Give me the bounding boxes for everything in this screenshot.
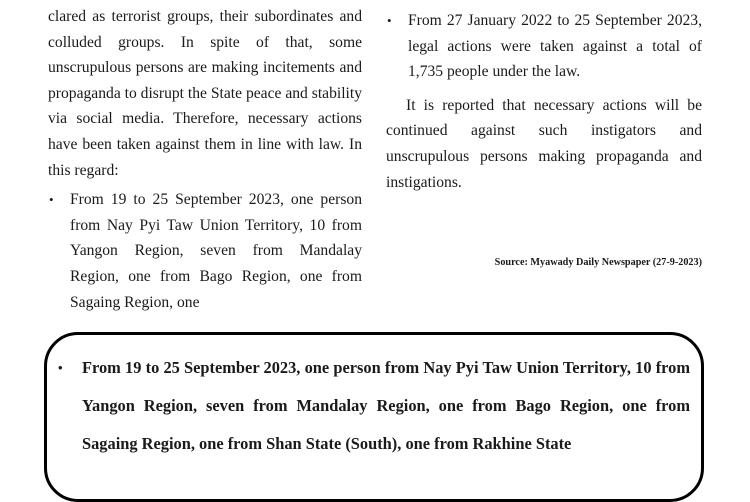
bullet-icon: • — [387, 13, 392, 28]
list-item — [386, 8, 702, 85]
source-citation: Source: Myawady Daily Newspaper (27-9-2023) — [494, 257, 702, 268]
list-item — [48, 187, 362, 315]
left-column — [48, 4, 362, 315]
list-item-text: From 27 January 2022 to 25 September 2023, legal actions were taken against a total of 1,735 people under the law. — [408, 12, 702, 81]
callout-text: From 19 to 25 September 2023, one person from Nay Pyi Taw Union Territory, 10 from Yangon Region, seven from Mandalay Region, one from Bago Region, one from Sagaing Region, one from Shan State (South), one from Rakhine State — [82, 358, 690, 453]
right-column — [386, 4, 702, 195]
list-item-text: From 19 to 25 September 2023, one person from Nay Pyi Taw Union Territory, 10 from Yangon Region, seven from Mandalay Region, one from Bago Region, one from Sagaing Region, one — [70, 191, 362, 311]
right-bullet-list — [386, 8, 702, 85]
right-paragraph: It is reported that necessary actions will be continued against such instigators and unscrupulous persons making propaganda and instigations. — [386, 96, 702, 191]
left-bullet-list — [48, 187, 362, 315]
callout-list — [58, 349, 690, 463]
bullet-icon: • — [49, 192, 54, 208]
callout-item — [58, 349, 690, 463]
bullet-icon: • — [58, 360, 63, 375]
left-paragraph: clared as terrorist groups, their subordinates and colluded groups. In spite of that, some unscrupulous persons are making incitements and propaganda to disrupt the State peace and stability via social media. Therefore, necessary actions have been taken against them in line with law. In this regard: — [48, 8, 362, 179]
